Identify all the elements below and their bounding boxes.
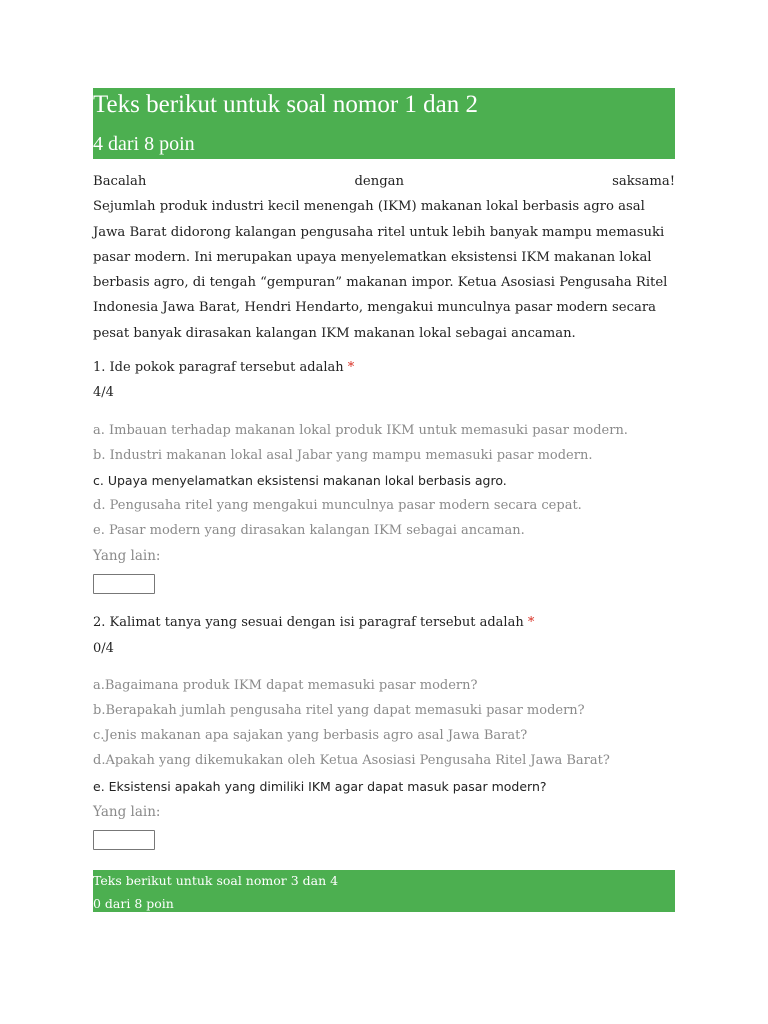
- passage-line: berbasis agro, di tengah “gempuran” makanan impor. Ketua Asosiasi Pengusaha Ritel: [93, 275, 668, 291]
- q1-option-b[interactable]: b. Industri makanan lokal asal Jabar yang mampu memasuki pasar modern.: [93, 448, 593, 463]
- question-2-score: 0/4: [93, 641, 114, 656]
- passage-line: Indonesia Jawa Barat, Hendri Hendarto, mengakui munculnya pasar modern secara: [93, 300, 656, 316]
- q1-option-a[interactable]: a. Imbauan terhadap makanan lokal produk IKM untuk memasuki pasar modern.: [93, 423, 628, 438]
- passage-line: Jawa Barat didorong kalangan pengusaha ritel untuk lebih banyak mampu memasuki: [93, 224, 665, 240]
- passage-line: Sejumlah produk industri kecil menengah (IKM) makanan lokal berbasis agro asal: [93, 199, 645, 215]
- question-label: 1. Ide pokok paragraf tersebut adalah: [93, 360, 344, 375]
- question-2-text: [93, 614, 534, 632]
- q2-option-d[interactable]: d.Apakah yang dikemukakan oleh Ketua Asosiasi Pengusaha Ritel Jawa Barat?: [93, 753, 610, 768]
- instruction-word: dengan: [354, 174, 404, 189]
- q1-other-input[interactable]: [93, 574, 155, 594]
- question-label: 2. Kalimat tanya yang sesuai dengan isi paragraf tersebut adalah: [93, 615, 524, 630]
- q2-option-c[interactable]: c.Jenis makanan apa sajakan yang berbasis agro asal Jawa Barat?: [93, 728, 528, 743]
- passage-line: pasar modern. Ini merupakan upaya menyelematkan eksistensi IKM makanan lokal: [93, 249, 652, 265]
- section-points: 4 dari 8 poin: [93, 133, 195, 155]
- q2-other-input[interactable]: [93, 830, 155, 850]
- q2-option-b[interactable]: b.Berapakah jumlah pengusaha ritel yang dapat memasuki pasar modern?: [93, 703, 585, 718]
- passage-instruction: [93, 169, 675, 194]
- section-title: Teks berikut untuk soal nomor 1 dan 2: [93, 91, 478, 118]
- section-header-2: [93, 870, 675, 912]
- q2-option-e-selected[interactable]: e. Eksistensi apakah yang dimiliki IKM agar dapat masuk pasar modern?: [93, 779, 547, 794]
- passage-line: pesat banyak dirasakan kalangan IKM makanan lokal sebagai ancaman.: [93, 325, 576, 341]
- section-header-1: [93, 88, 675, 159]
- q1-other-label: Yang lain:: [93, 548, 161, 564]
- q2-other-label: Yang lain:: [93, 804, 161, 820]
- required-mark: *: [347, 360, 355, 375]
- q2-option-a[interactable]: a.Bagaimana produk IKM dapat memasuki pasar modern?: [93, 678, 478, 693]
- q1-option-d[interactable]: d. Pengusaha ritel yang mengakui munculnya pasar modern secara cepat.: [93, 498, 582, 513]
- question-1-text: [93, 359, 354, 377]
- instruction-word: saksama!: [612, 174, 675, 189]
- section-title: Teks berikut untuk soal nomor 3 dan 4: [93, 873, 339, 888]
- instruction-word: Bacalah: [93, 174, 147, 189]
- required-mark: *: [527, 615, 535, 630]
- question-1-score: 4/4: [93, 385, 114, 400]
- q1-option-c-selected[interactable]: c. Upaya menyelamatkan eksistensi makanan lokal berbasis agro.: [93, 473, 507, 488]
- section-points: 0 dari 8 poin: [93, 896, 174, 911]
- reading-passage: [93, 169, 675, 346]
- q1-option-e[interactable]: e. Pasar modern yang dirasakan kalangan IKM sebagai ancaman.: [93, 523, 525, 538]
